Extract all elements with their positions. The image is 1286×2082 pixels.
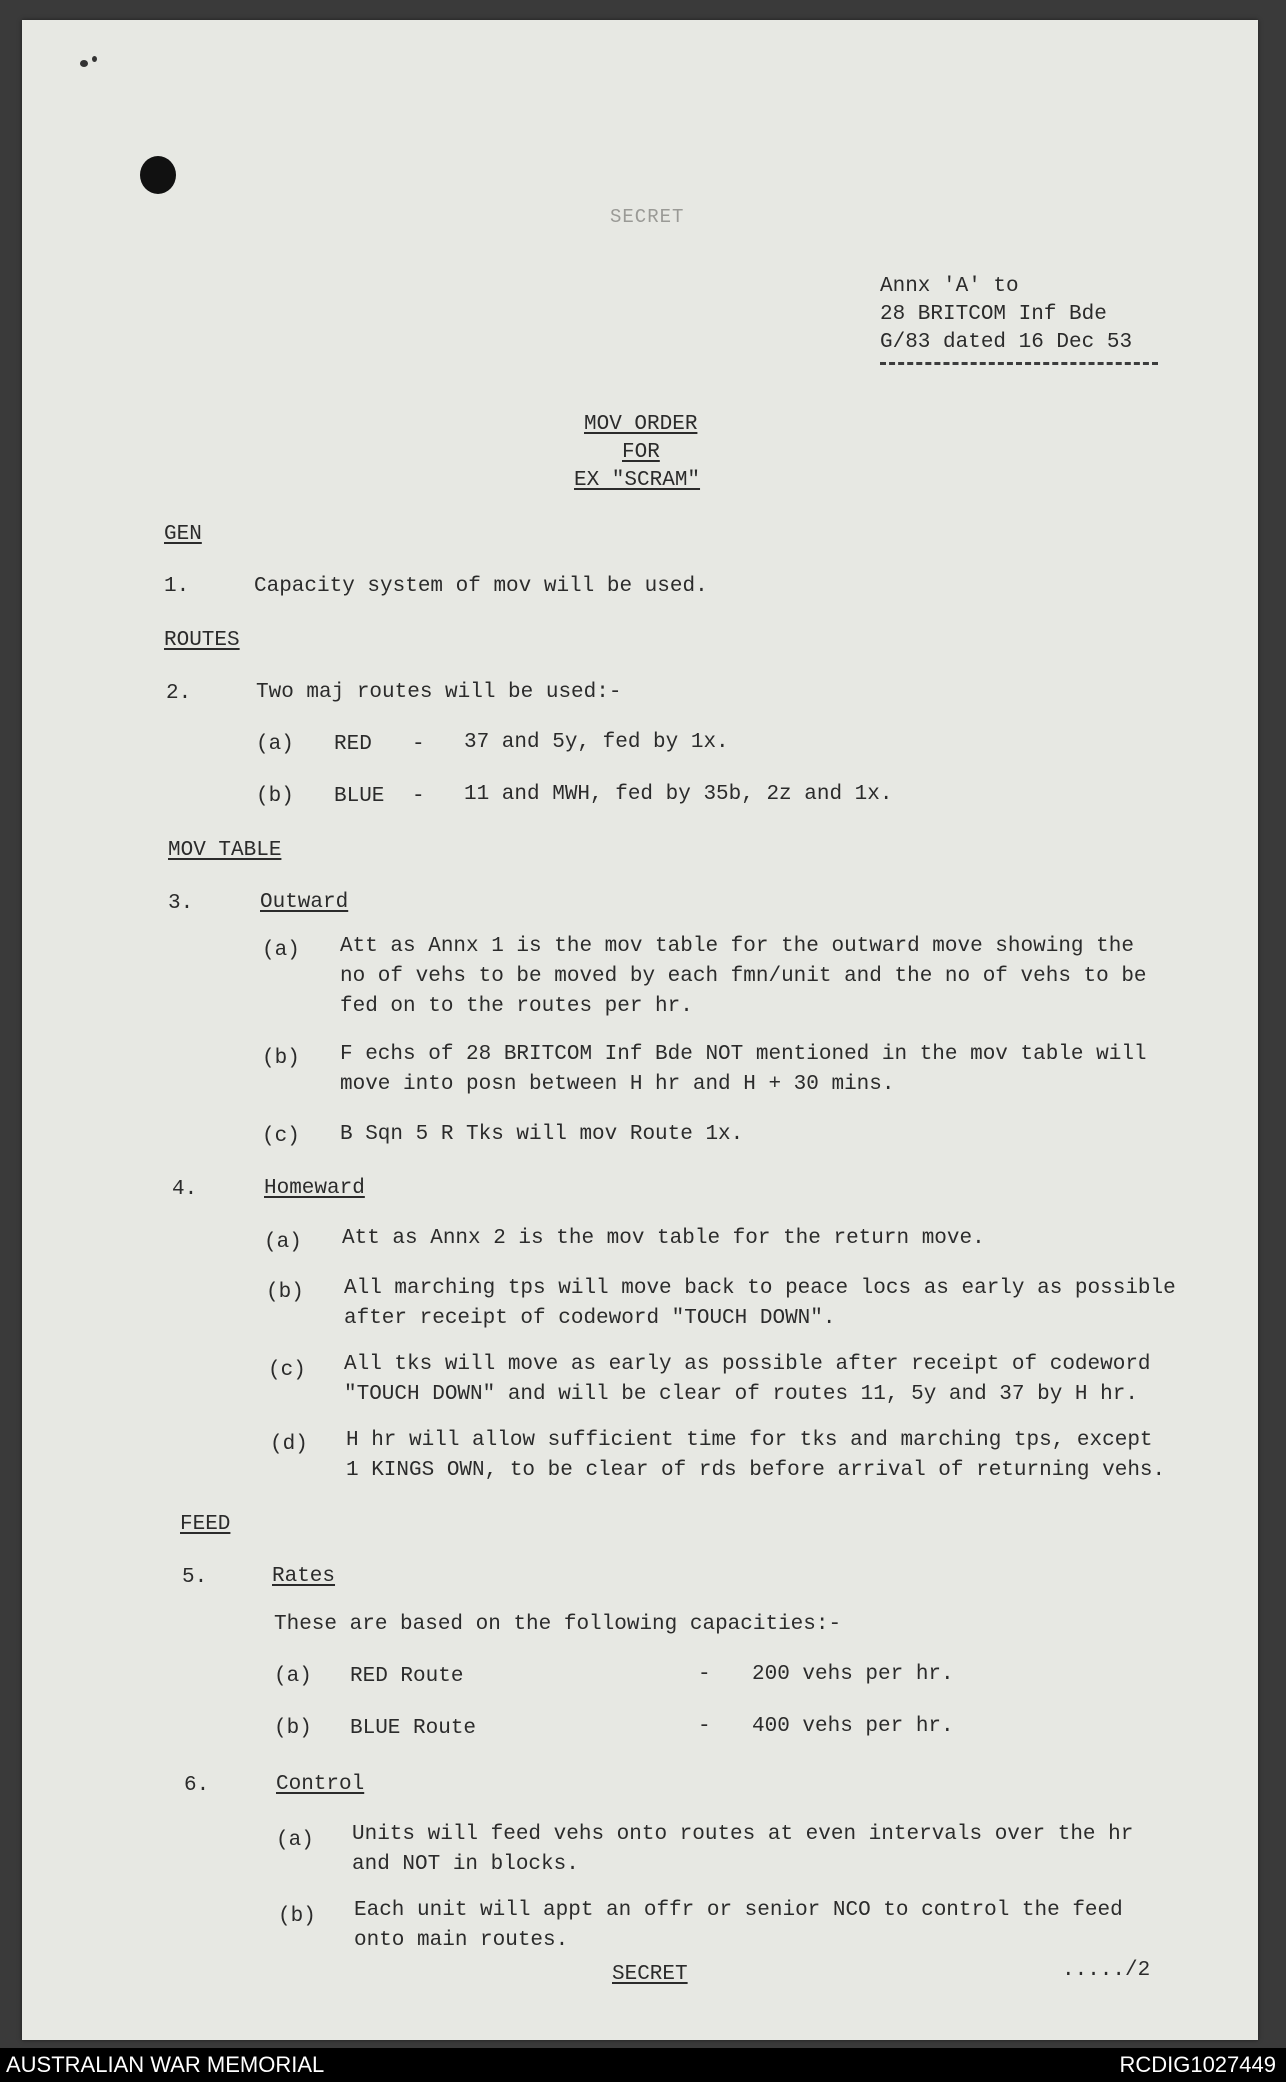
- homeward-a-label: (a): [264, 1231, 302, 1254]
- text-line: Att as Annx 1 is the mov table for the outward move showing the: [340, 935, 1134, 958]
- control-a-text: [352, 1820, 1133, 1880]
- rate-b-name: BLUE Route: [350, 1717, 477, 1740]
- document-page: [22, 20, 1258, 2040]
- para-1-text: Capacity system of mov will be used.: [254, 575, 708, 598]
- text-line: move into posn between H hr and H + 30 mins.: [340, 1073, 895, 1096]
- rate-b-value: 400 vehs per hr.: [752, 1715, 954, 1738]
- rate-a-value: 200 vehs per hr.: [752, 1663, 954, 1686]
- outward-b-label: (b): [262, 1047, 300, 1070]
- para-6-title: Control: [276, 1773, 365, 1796]
- homeward-a-text: Att as Annx 2 is the mov table for the return move.: [342, 1227, 985, 1250]
- speck: [80, 60, 88, 67]
- heading-routes: ROUTES: [164, 629, 240, 652]
- punch-hole: [140, 156, 176, 194]
- route-b-dash: -: [412, 785, 425, 808]
- text-line: 1 KINGS OWN, to be clear of rds before arrival of returning vehs.: [346, 1459, 1166, 1482]
- para-3-title: Outward: [260, 891, 349, 914]
- title-line-1: MOV ORDER: [584, 413, 698, 436]
- archive-name: AUSTRALIAN WAR MEMORIAL: [6, 2052, 325, 2077]
- heading-gen: GEN: [164, 523, 202, 546]
- text-line: after receipt of codeword "TOUCH DOWN".: [344, 1307, 836, 1330]
- classification-stamp-top: SECRET: [610, 206, 685, 228]
- outward-c-text: B Sqn 5 R Tks will mov Route 1x.: [340, 1123, 744, 1146]
- text-line: F echs of 28 BRITCOM Inf Bde NOT mentioned in the mov table will: [340, 1043, 1147, 1066]
- outward-b-text: [340, 1040, 1147, 1100]
- continuation-marker: ...../2: [1062, 1959, 1151, 1982]
- rate-b-label: (b): [274, 1717, 312, 1740]
- classification-footer: SECRET: [612, 1963, 688, 1986]
- title-line-3: EX "SCRAM": [574, 469, 701, 492]
- para-4-title: Homeward: [264, 1177, 365, 1200]
- annex-line-3: G/83 dated 16 Dec 53: [880, 331, 1133, 354]
- rate-a-dash: -: [698, 1663, 711, 1686]
- speck: [92, 56, 97, 62]
- para-number: 3.: [168, 892, 194, 915]
- heading-mov-table: MOV TABLE: [168, 839, 282, 862]
- para-5-intro: These are based on the following capacities:-: [274, 1613, 842, 1636]
- route-b-name: BLUE: [334, 785, 385, 808]
- route-a-dash: -: [412, 733, 425, 756]
- homeward-d-label: (d): [270, 1433, 308, 1456]
- homeward-b-text: [344, 1274, 1176, 1334]
- text-line: All tks will move as early as possible after receipt of codeword: [344, 1353, 1151, 1376]
- route-a-label: (a): [256, 733, 294, 756]
- title-line-2: FOR: [622, 441, 660, 464]
- outward-c-label: (c): [262, 1125, 300, 1148]
- route-b-text: 11 and MWH, fed by 35b, 2z and 1x.: [464, 783, 893, 806]
- homeward-b-label: (b): [266, 1281, 304, 1304]
- control-a-label: (a): [276, 1829, 314, 1852]
- para-number: 2.: [166, 682, 192, 705]
- outward-a-text: [340, 932, 1147, 1022]
- control-b-label: (b): [278, 1905, 316, 1928]
- outward-a-label: (a): [262, 939, 300, 962]
- text-line: fed on to the routes per hr.: [340, 995, 693, 1018]
- text-line: Each unit will appt an offr or senior NCO to control the feed: [354, 1899, 1123, 1922]
- annex-underline: [880, 362, 1158, 365]
- para-5-title: Rates: [272, 1565, 336, 1588]
- homeward-c-label: (c): [268, 1359, 306, 1382]
- text-line: "TOUCH DOWN" and will be clear of routes 11, 5y and 37 by H hr.: [344, 1383, 1138, 1406]
- text-line: H hr will allow sufficient time for tks and marching tps, except: [346, 1429, 1153, 1452]
- text-line: no of vehs to be moved by each fmn/unit and the no of vehs to be: [340, 965, 1147, 988]
- homeward-c-text: [344, 1350, 1151, 1410]
- rate-a-name: RED Route: [350, 1665, 464, 1688]
- text-line: All marching tps will move back to peace locs as early as possible: [344, 1277, 1176, 1300]
- rate-b-dash: -: [698, 1715, 711, 1738]
- rate-a-label: (a): [274, 1665, 312, 1688]
- para-number: 4.: [172, 1178, 198, 1201]
- route-a-name: RED: [334, 733, 372, 756]
- annex-line-2: 28 BRITCOM Inf Bde: [880, 303, 1107, 326]
- text-line: onto main routes.: [354, 1929, 569, 1952]
- text-line: and NOT in blocks.: [352, 1853, 579, 1876]
- para-number: 6.: [184, 1774, 210, 1797]
- heading-feed: FEED: [180, 1513, 231, 1536]
- archive-id: RCDIG1027449: [1119, 2052, 1276, 2077]
- annex-line-1: Annx 'A' to: [880, 275, 1019, 298]
- homeward-d-text: [346, 1426, 1165, 1486]
- control-b-text: [354, 1896, 1123, 1956]
- route-a-text: 37 and 5y, fed by 1x.: [464, 731, 729, 754]
- para-2-text: Two maj routes will be used:-: [256, 681, 622, 704]
- route-b-label: (b): [256, 785, 294, 808]
- para-number: 1.: [164, 575, 190, 598]
- para-number: 5.: [182, 1566, 208, 1589]
- archive-footer-bar: [0, 2048, 1286, 2082]
- text-line: Units will feed vehs onto routes at even intervals over the hr: [352, 1823, 1134, 1846]
